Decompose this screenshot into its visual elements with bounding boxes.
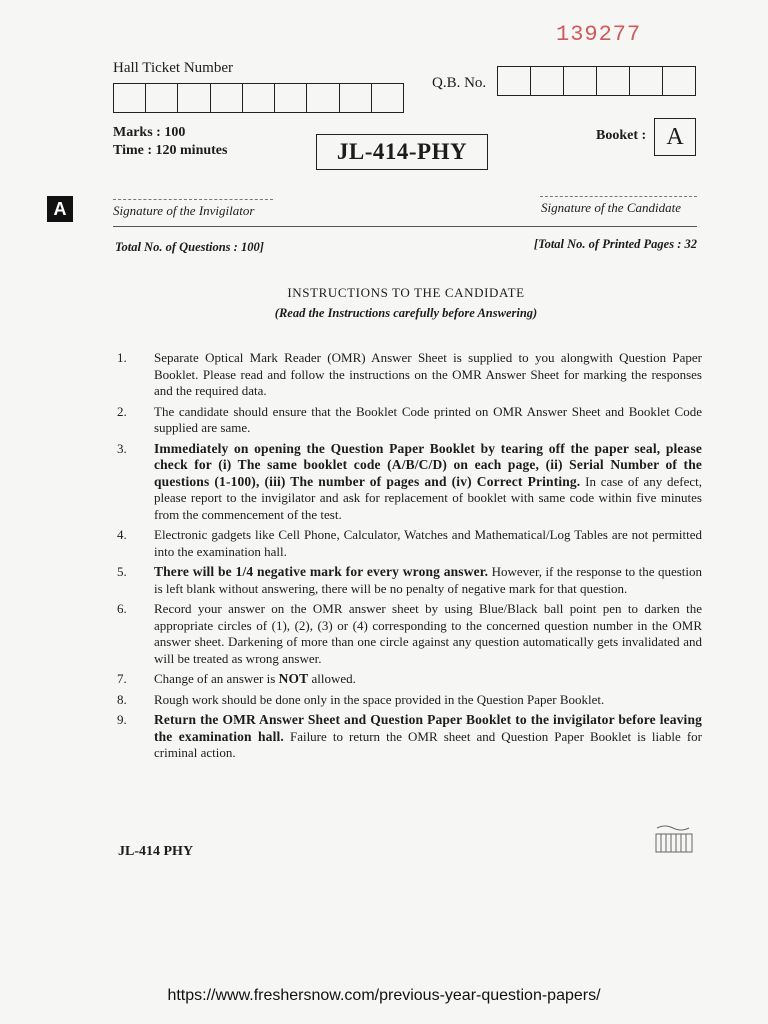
qb-number-label: Q.B. No.: [432, 75, 487, 91]
marks-time-block: [113, 124, 227, 160]
invigilator-signature-line[interactable]: [113, 199, 273, 200]
instructions-list: [117, 350, 702, 766]
qb-digit-box-2[interactable]: [531, 67, 564, 95]
instruction-item: [117, 712, 702, 762]
instruction-item: [117, 527, 702, 560]
instruction-number: 6.: [117, 601, 127, 616]
hall-ticket-digit-box-4[interactable]: [211, 84, 243, 112]
hall-ticket-digit-box-2[interactable]: [146, 84, 178, 112]
hall-ticket-digit-box-5[interactable]: [243, 84, 275, 112]
qb-number-boxes[interactable]: [497, 66, 696, 96]
instruction-item: [117, 601, 702, 667]
qb-digit-box-5[interactable]: [630, 67, 663, 95]
instructions-title: INSTRUCTIONS TO THE CANDIDATE: [287, 285, 525, 300]
instruction-number: 7.: [117, 671, 127, 686]
instruction-number: 3.: [117, 440, 127, 456]
hall-ticket-digit-box-8[interactable]: [340, 84, 372, 112]
invigilator-signature-label: Signature of the Invigilator: [113, 203, 255, 218]
instruction-bold-text: NOT: [278, 671, 309, 686]
booklet-code-box: A: [654, 118, 696, 156]
hall-ticket-digit-box-3[interactable]: [178, 84, 210, 112]
time-text: Time : 120 minutes: [113, 143, 228, 158]
printer-stamp-icon: [651, 822, 697, 856]
instruction-text: Record your answer on the OMR answer sheet by using Blue/Black ball point pen to darken the appropriate circles of (1), (2), (3) or (4) corresponding to the concerned question number in the OMR answer sheet. Darkening of more than one circle against any question automatically gets invalidated and will be treated as wrong answer.: [154, 601, 702, 666]
instruction-number: 5.: [117, 564, 127, 579]
instruction-item: [117, 404, 702, 437]
hall-ticket-label: Hall Ticket Number: [113, 60, 233, 76]
qb-digit-box-6[interactable]: [663, 67, 695, 95]
instruction-item: [117, 441, 702, 524]
hall-ticket-digit-box-9[interactable]: [372, 84, 403, 112]
instruction-text: Electronic gadgets like Cell Phone, Calculator, Watches and Mathematical/Log Tables are not permitted into the examination hall.: [154, 527, 702, 559]
instruction-item: [117, 350, 702, 400]
instructions-subtitle: (Read the Instructions carefully before Answering): [274, 306, 538, 320]
hall-ticket-digit-box-6[interactable]: [275, 84, 307, 112]
instruction-text: However, if the response to the question is left blank without answering, there will be no penalty of negative mark for that question.: [154, 564, 703, 596]
instruction-bold-text: Return the OMR Answer Sheet and Question Paper Booklet to the invigilator before leaving the examination hall.: [154, 712, 702, 744]
paper-code-box: JL-414-PHY: [316, 134, 488, 170]
instruction-text: allowed.: [308, 671, 356, 686]
header-divider: [113, 226, 697, 227]
qb-digit-box-3[interactable]: [564, 67, 597, 95]
qb-digit-box-1[interactable]: [498, 67, 531, 95]
booklet-label: Booket :: [596, 128, 647, 143]
instruction-number: 1.: [117, 350, 127, 365]
instruction-text: Separate Optical Mark Reader (OMR) Answer Sheet is supplied to you alongwith Question Paper Booklet. Please read and follow the instructions on the OMR Answer Sheet for marking the responses and the required data.: [154, 350, 702, 398]
instruction-number: 4.: [117, 527, 127, 542]
instruction-number: 2.: [117, 403, 127, 419]
instruction-text: The candidate should ensure that the Booklet Code printed on OMR Answer Sheet and Booklet Code supplied are same.: [154, 403, 702, 435]
hall-ticket-digit-box-1[interactable]: [114, 84, 146, 112]
instruction-bold-text: There will be 1/4 negative mark for every wrong answer.: [154, 564, 489, 579]
serial-number: 139277: [556, 22, 642, 47]
hall-ticket-number-boxes[interactable]: [113, 83, 404, 113]
total-questions: Total No. of Questions : 100]: [115, 240, 264, 254]
candidate-signature-label: Signature of the Candidate: [541, 200, 681, 215]
footer-paper-code: JL-414 PHY: [118, 844, 194, 859]
qb-digit-box-4[interactable]: [597, 67, 630, 95]
source-url[interactable]: https://www.freshersnow.com/previous-year-question-papers/: [167, 987, 601, 1004]
instruction-item: [117, 692, 702, 709]
instruction-bold-text: Immediately on opening the Question Paper Booklet by tearing off the paper seal, please check for (i) The same booklet code (A/B/C/D) on each page, (ii) Serial Number of the questions (1-100), (iii) The number of pages and (iv) Correct Printing.: [154, 440, 702, 489]
instruction-text: Failure to return the OMR sheet and Question Paper Booklet is liable for criminal action.: [154, 728, 703, 760]
hall-ticket-digit-box-7[interactable]: [307, 84, 339, 112]
instruction-text: Rough work should be done only in the space provided in the Question Paper Booklet.: [154, 691, 605, 707]
instruction-number: 9.: [117, 712, 127, 727]
candidate-signature-line[interactable]: [540, 196, 697, 197]
instruction-number: 8.: [117, 691, 127, 707]
instruction-text: In case of any defect, please report to the invigilator and ask for replacement of booklet with same code within five minutes from the commencement of the test.: [154, 473, 702, 522]
instruction-item: [117, 564, 702, 597]
total-printed-pages: [Total No. of Printed Pages : 32: [533, 237, 697, 251]
instruction-item: [117, 671, 702, 688]
booklet-code-side-badge: A: [47, 196, 73, 222]
marks-text: Marks : 100: [113, 125, 186, 140]
instruction-text: Change of an answer is: [154, 671, 279, 686]
